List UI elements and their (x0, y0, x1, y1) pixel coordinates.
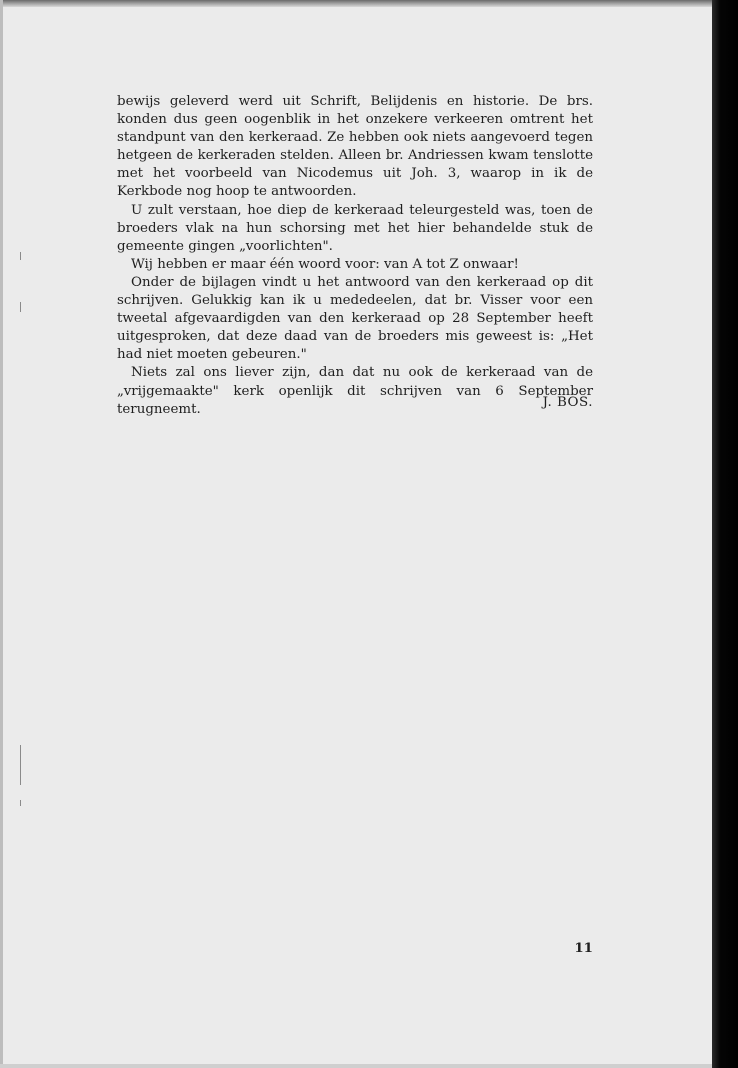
author-signature: J. BOS. (542, 395, 593, 410)
paragraph: Wij hebben er maar één woord voor: van A tot Z onwaar! (131, 256, 519, 272)
margin-mark (20, 252, 21, 260)
margin-mark (20, 745, 21, 785)
book-spine-edge (712, 0, 738, 1068)
paragraph: U zult verstaan, hoe diep de kerkeraad teleurgesteld was, toen de broeders vlak na hun schorsing met het hier behandelde stuk de gemeente gingen „voorlichten". (117, 202, 593, 254)
page-top-edge (0, 0, 712, 7)
paragraph: bewijs geleverd werd uit Schrift, Belijdenis en historie. De brs. konden dus geen oogenblik in het onzekere verkeeren omtrent het standpunt van den kerkeraad. Ze hebben ook niets aangevoerd tegen hetgeen de kerkeraden stelden. Alleen br. Andriessen kwam tenslotte met het voorbeeld van Nicodemus uit Joh. 3, waarop in ik de Kerkbode nog hoop te antwoorden. (117, 94, 593, 200)
margin-mark (20, 800, 21, 806)
margin-mark (20, 302, 21, 312)
page-number: 11 (574, 940, 593, 956)
paragraph: Onder de bijlagen vindt u het antwoord van den kerkeraad op dit schrijven. Gelukkig kan ik u mededeelen, dat br. Visser voor een tweetal afgevaardigden van den kerkeraad op 28 September heeft uitgesproken, dat deze daad van de broeders mis geweest is: „Het had niet moeten gebeuren." (117, 274, 593, 363)
body-text (117, 93, 593, 419)
paragraph: Niets zal ons liever zijn, dan dat nu ook de kerkeraad van de „vrijgemaakte" kerk openlijk dit schrijven van 6 September terugneemt. (117, 365, 593, 417)
page-left-edge (0, 0, 3, 1068)
page-bottom-edge (0, 1064, 712, 1068)
